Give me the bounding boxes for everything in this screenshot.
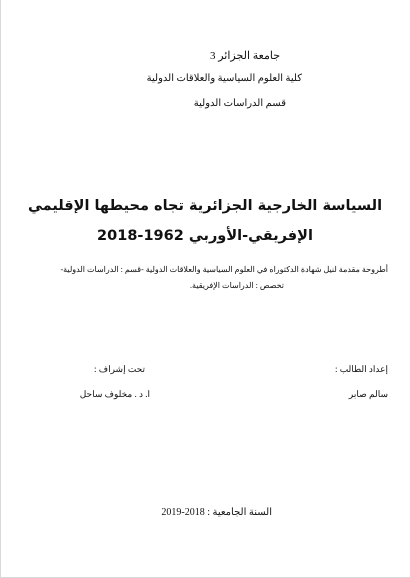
thesis-description-line-2: تخصص : الدراسات الإفريقية. [190, 281, 284, 290]
academic-year: السنة الجامعية : 2018-2019 [161, 507, 272, 518]
university-name: جامعة الجزائر 3 [209, 50, 280, 62]
thesis-title-line-2: الإفريقي-الأوربي 1962-2018 [97, 228, 313, 244]
page-left-edge [0, 0, 1, 578]
supervisor-name: ا. د . مخلوف ساحل [79, 389, 150, 399]
department-name: قسم الدراسات الدولية [193, 98, 286, 109]
thesis-title-line-1: السياسة الخارجية الجزائرية تجاه محيطها الإقليمي [27, 198, 383, 214]
supervisor-label: تحت إشراف : [94, 364, 145, 374]
student-label: إعداد الطالب : [334, 364, 388, 374]
thesis-description-line-1: أطروحة مقدمة لنيل شهادة الدكتوراه في العلوم السياسية والعلاقات الدولية -قسم : الدراسات الدولية- [60, 265, 388, 274]
faculty-name: كلية العلوم السياسية والعلاقات الدولية [146, 73, 302, 84]
student-name: سالم صابر [348, 389, 388, 399]
